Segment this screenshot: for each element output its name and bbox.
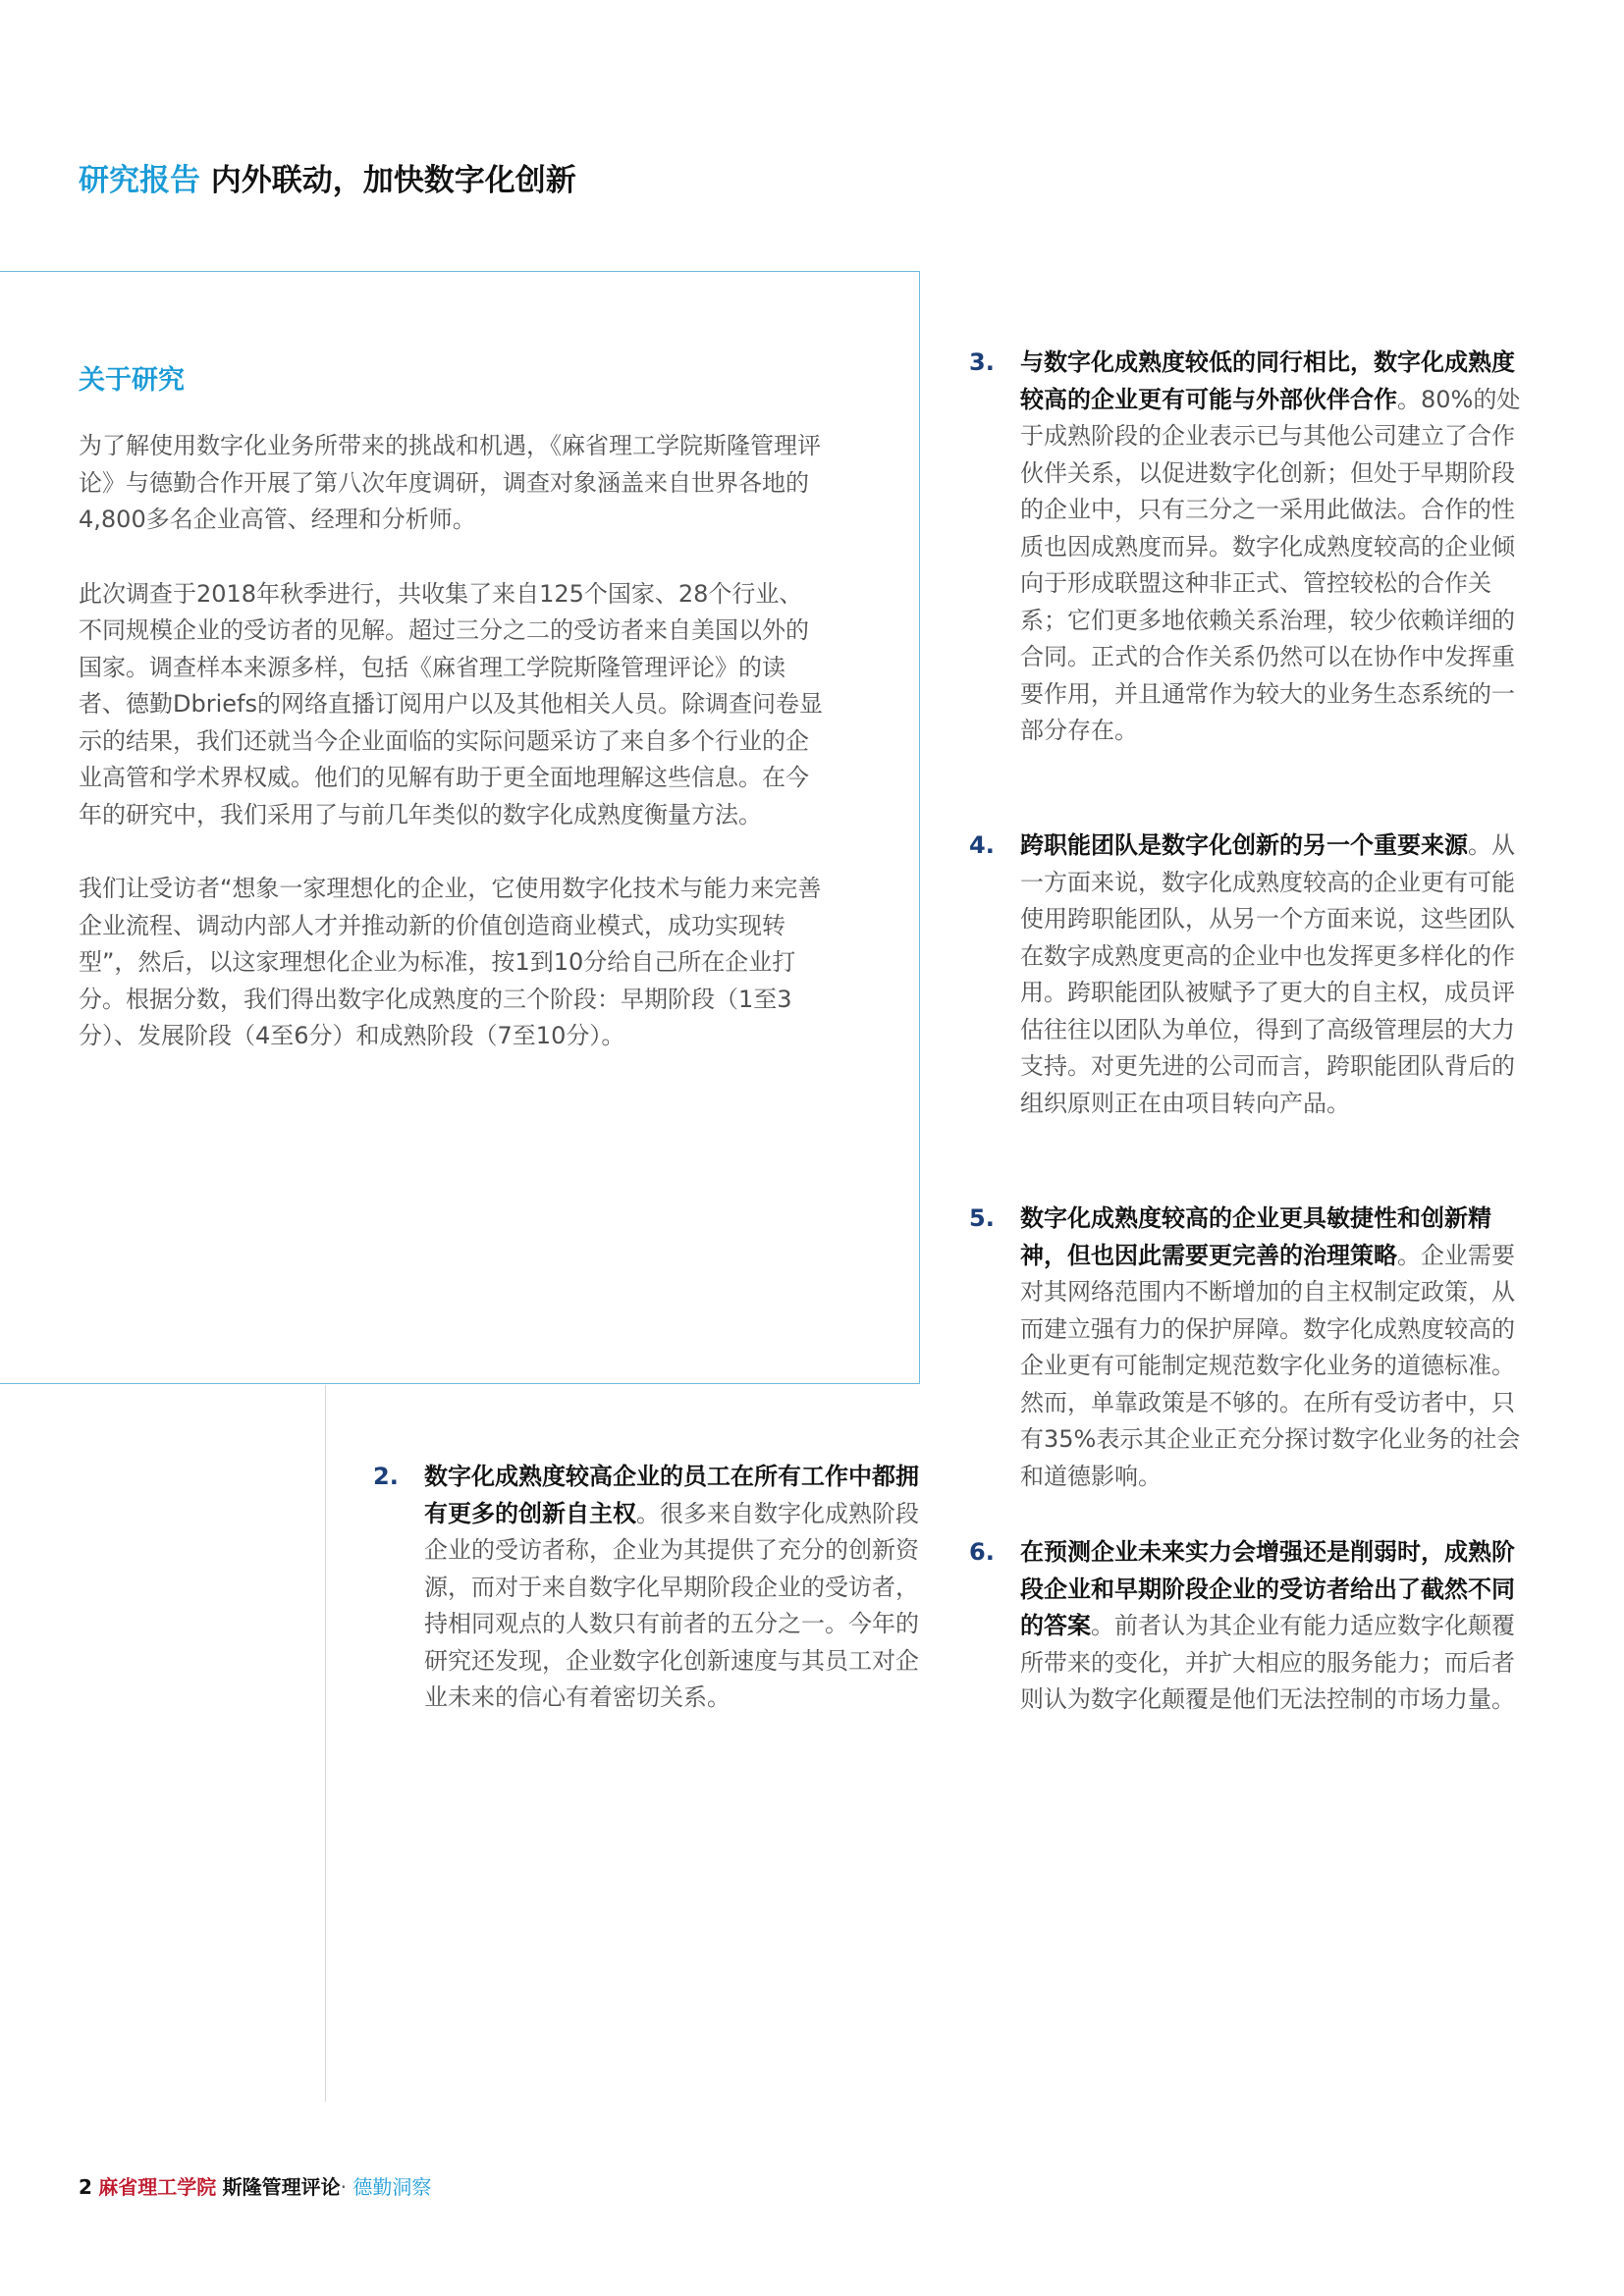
footer-mit: 麻省理工学院: [98, 2175, 217, 2199]
finding-number: 2.: [373, 1463, 399, 1490]
about-research-body: [79, 428, 825, 1093]
finding-heading: 数字化成熟度较高企业的员工在所有工作中都拥有更多的创新自主权: [424, 1463, 919, 1527]
finding-4: [969, 828, 1529, 1122]
finding-3: [969, 345, 1529, 750]
finding-heading: 数字化成熟度较高的企业更具敏捷性和创新精神，但也因此需要更完善的治理策略: [1020, 1204, 1491, 1269]
finding-5: [969, 1201, 1529, 1495]
page-header: [79, 155, 576, 199]
footer-deloitte: 德勤洞察: [352, 2175, 432, 2199]
finding-2: [373, 1459, 923, 1717]
finding-number: 5.: [969, 1204, 995, 1232]
finding-number: 3.: [969, 348, 995, 376]
header-title: 内外联动，加快数字化创新: [210, 163, 576, 198]
finding-number: 4.: [969, 831, 995, 859]
footer-separator: ·: [340, 2175, 347, 2199]
footer-sloan: 斯隆管理评论: [222, 2175, 341, 2199]
page-number: 2: [79, 2175, 92, 2199]
about-paragraph-3: 我们让受访者“想象一家理想化的企业，它使用数字化技术与能力来完善企业流程、调动内部人才并推动新的价值创造商业模式，成功实现转型”，然后，以这家理想化企业为标准，按1到10分给自己所在企业打分。根据分数，我们得出数字化成熟度的三个阶段：早期阶段（1至3分）、发展阶段（4至6分）和成熟阶段（7至10分）。: [79, 875, 822, 1049]
finding-heading: 在预测企业未来实力会增强还是削弱时，成熟阶段企业和早期阶段企业的受访者给出了截然不同的答案: [1020, 1538, 1515, 1639]
finding-text: [1020, 1201, 1529, 1495]
finding-text: [1020, 828, 1529, 1122]
finding-heading: 与数字化成熟度较低的同行相比，数字化成熟度较高的企业更有可能与外部伙伴合作: [1020, 348, 1515, 413]
finding-text: [1020, 1534, 1529, 1719]
finding-text: [424, 1459, 923, 1717]
finding-body: 。从一方面来说，数字化成熟度较高的企业更有可能使用跨职能团队，从另一个方面来说，这些团队在数字成熟度更高的企业中也发挥更多样化的作用。跨职能团队被赋予了更大的自主权，成员评估往往以团队为单位，得到了高级管理层的大力支持。对更先进的公司而言，跨职能团队背后的组织原则正在由项目转向产品。: [1020, 831, 1515, 1117]
about-paragraph-2: 此次调查于2018年秋季进行，共收集了来自125个国家、28个行业、不同规模企业的受访者的见解。超过三分之二的受访者来自美国以外的国家。调查样本来源多样，包括《麻省理工学院斯隆管理评论》的读者、德勤Dbriefs的网络直播订阅用户以及其他相关人员。除调查问卷显示的结果，我们还就当今企业面临的实际问题采访了来自多个行业的企业高管和学术界权威。他们的见解有助于更全面地理解这些信息。在今年的研究中，我们采用了与前几年类似的数字化成熟度衡量方法。: [79, 579, 823, 828]
about-paragraph-1: 为了解使用数字化业务所带来的挑战和机遇，《麻省理工学院斯隆管理评论》与德勤合作开展了第八次年度调研，调查对象涵盖来自世界各地的4,800多名企业高管、经理和分析师。: [79, 432, 821, 533]
finding-number: 6.: [969, 1538, 995, 1566]
page-footer: [79, 2171, 431, 2200]
finding-body: 。很多来自数字化成熟阶段企业的受访者称，企业为其提供了充分的创新资源，而对于来自数字化早期阶段企业的受访者，持相同观点的人数只有前者的五分之一。今年的研究还发现，企业数字化创新速度与其员工对企业未来的信心有着密切关系。: [424, 1499, 919, 1711]
finding-body: 。80%的处于成熟阶段的企业表示已与其他公司建立了合作伙伴关系，以促进数字化创新；但处于早期阶段的企业中，只有三分之一采用此做法。合作的性质也因成熟度而异。数字化成熟度较高的企业倾向于形成联盟这种非正式、管控较松的合作关系；它们更多地依赖关系治理，较少依赖详细的合同。正式的合作关系仍然可以在协作中发挥重要作用，并且通常作为较大的业务生态系统的一部分存在。: [1020, 385, 1521, 744]
header-kicker: 研究报告: [79, 163, 200, 198]
finding-heading: 跨职能团队是数字化创新的另一个重要来源: [1020, 831, 1468, 859]
finding-6: [969, 1534, 1529, 1719]
about-research-title: 关于研究: [79, 365, 185, 396]
finding-text: [1020, 345, 1529, 750]
finding-body: 。前者认为其企业有能力适应数字化颠覆所带来的变化，并扩大相应的服务能力；而后者则认为数字化颠覆是他们无法控制的市场力量。: [1020, 1612, 1515, 1713]
column-divider: [325, 1385, 326, 2102]
finding-body: 。企业需要对其网络范围内不断增加的自主权制定政策，从而建立强有力的保护屏障。数字化成熟度较高的企业更有可能制定规范数字化业务的道德标准。然而，单靠政策是不够的。在所有受访者中，只有35%表示其企业正充分探讨数字化业务的社会和道德影响。: [1020, 1241, 1521, 1490]
